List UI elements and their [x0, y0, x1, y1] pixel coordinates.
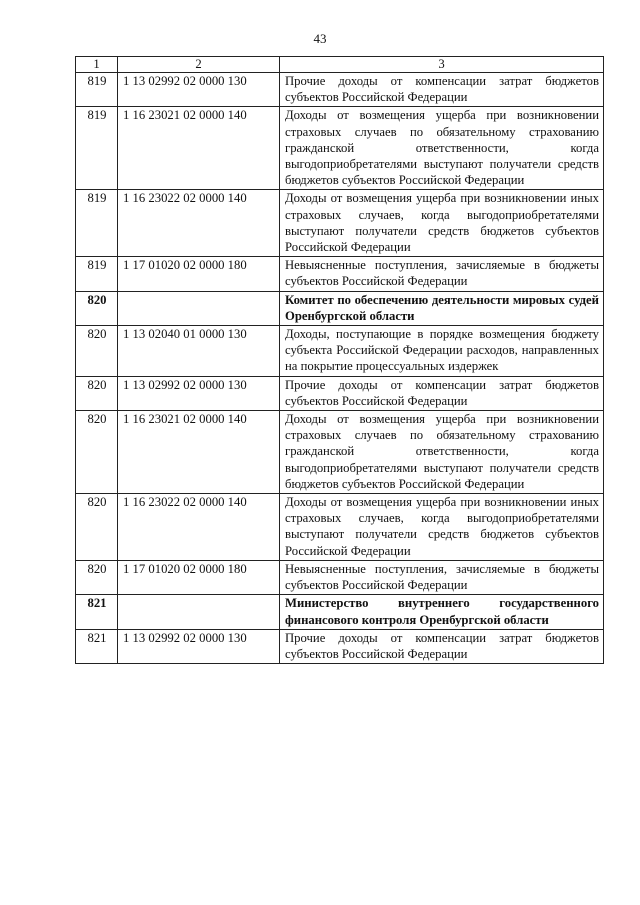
admin-code-cell: 819: [76, 107, 118, 190]
revenue-name-cell: Доходы от возмещения ущерба при возникновении страховых случаев по обязательному страхованию гражданской ответственности, когда выгодоприобретателями выступают получатели средств бюджетов субъектов Российской Федерации: [280, 411, 604, 494]
revenue-name-cell: Прочие доходы от компенсации затрат бюджетов субъектов Российской Федерации: [280, 376, 604, 410]
revenue-code-cell: 1 16 23021 02 0000 140: [118, 107, 280, 190]
column-header-3: 3: [280, 57, 604, 73]
admin-code-cell: 819: [76, 190, 118, 257]
table-row: [76, 73, 604, 107]
admin-code-cell: 821: [76, 629, 118, 663]
revenue-code-cell: 1 17 01020 02 0000 180: [118, 257, 280, 291]
revenue-code-cell: [118, 291, 280, 325]
revenue-code-cell: 1 17 01020 02 0000 180: [118, 560, 280, 594]
table-header-row: [76, 57, 604, 73]
revenue-name-cell: Доходы от возмещения ущерба при возникновении страховых случаев по обязательному страхованию гражданской ответственности, когда выгодоприобретателями выступают получатели средств бюджетов субъектов Российской Федерации: [280, 107, 604, 190]
admin-code-cell: 820: [76, 494, 118, 561]
revenue-name-cell: Прочие доходы от компенсации затрат бюджетов субъектов Российской Федерации: [280, 73, 604, 107]
revenue-code-cell: 1 16 23021 02 0000 140: [118, 411, 280, 494]
revenue-code-cell: 1 16 23022 02 0000 140: [118, 190, 280, 257]
table-row: [76, 291, 604, 325]
revenue-name-cell: Комитет по обеспечению деятельности мировых судей Оренбургской области: [280, 291, 604, 325]
revenue-name-cell: Доходы от возмещения ущерба при возникновении иных страховых случаев, когда выгодоприобретателями выступают получатели средств бюджетов субъектов Российской Федерации: [280, 494, 604, 561]
table-row: [76, 326, 604, 377]
revenue-name-cell: Доходы, поступающие в порядке возмещения бюджету субъекта Российской Федерации расходов, направленных на покрытие процессуальных издержек: [280, 326, 604, 377]
revenue-code-cell: 1 13 02992 02 0000 130: [118, 376, 280, 410]
column-header-2: 2: [118, 57, 280, 73]
table-row: [76, 595, 604, 629]
revenue-codes-table: [75, 56, 604, 664]
table-row: [76, 190, 604, 257]
admin-code-cell: 820: [76, 291, 118, 325]
revenue-name-cell: Невыясненные поступления, зачисляемые в бюджеты субъектов Российской Федерации: [280, 560, 604, 594]
revenue-name-cell: Министерство внутреннего государственного финансового контроля Оренбургской области: [280, 595, 604, 629]
revenue-name-cell: Невыясненные поступления, зачисляемые в бюджеты субъектов Российской Федерации: [280, 257, 604, 291]
revenue-code-cell: 1 13 02040 01 0000 130: [118, 326, 280, 377]
table-row: [76, 376, 604, 410]
table-body: [76, 73, 604, 664]
admin-code-cell: 821: [76, 595, 118, 629]
admin-code-cell: 819: [76, 73, 118, 107]
column-header-1: 1: [76, 57, 118, 73]
admin-code-cell: 820: [76, 560, 118, 594]
revenue-code-cell: 1 13 02992 02 0000 130: [118, 629, 280, 663]
revenue-code-cell: 1 16 23022 02 0000 140: [118, 494, 280, 561]
admin-code-cell: 820: [76, 326, 118, 377]
admin-code-cell: 819: [76, 257, 118, 291]
table-row: [76, 629, 604, 663]
revenue-name-cell: Прочие доходы от компенсации затрат бюджетов субъектов Российской Федерации: [280, 629, 604, 663]
table-row: [76, 494, 604, 561]
admin-code-cell: 820: [76, 411, 118, 494]
revenue-name-cell: Доходы от возмещения ущерба при возникновении иных страховых случаев, когда выгодоприобретателями выступают получатели средств бюджетов субъектов Российской Федерации: [280, 190, 604, 257]
table-row: [76, 257, 604, 291]
table-row: [76, 411, 604, 494]
revenue-code-cell: [118, 595, 280, 629]
revenue-code-cell: 1 13 02992 02 0000 130: [118, 73, 280, 107]
table-row: [76, 107, 604, 190]
table-row: [76, 560, 604, 594]
page-number: 43: [313, 31, 327, 46]
admin-code-cell: 820: [76, 376, 118, 410]
